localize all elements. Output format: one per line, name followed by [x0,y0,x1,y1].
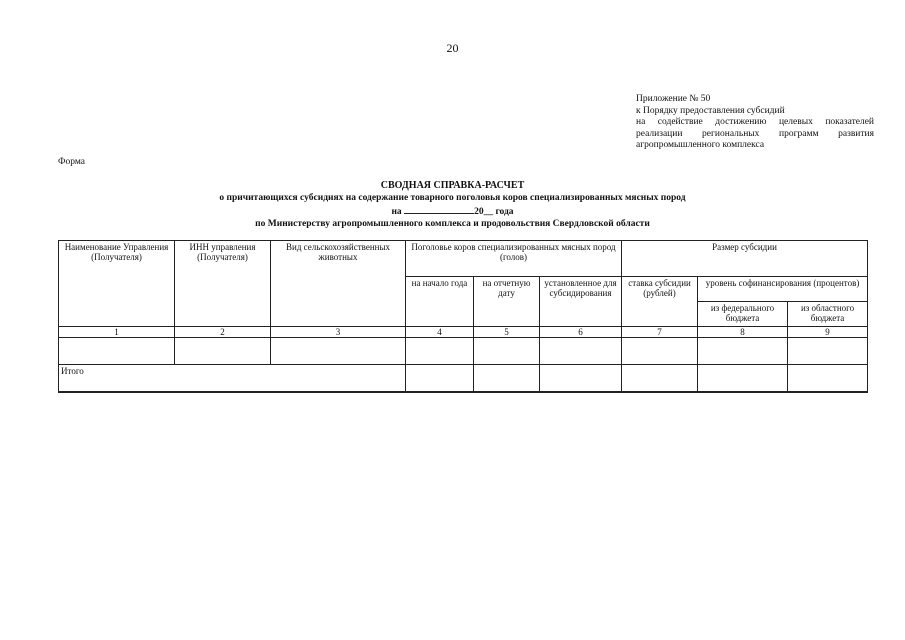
table-cell[interactable] [540,338,622,365]
header-recipient-name: Наименование Управления (Получателя) [59,241,175,327]
column-number: 8 [698,327,788,338]
column-number: 7 [622,327,698,338]
table-cell[interactable] [474,338,540,365]
total-label: Итого [59,365,406,393]
header-federal-budget: из федерального бюджета [698,302,788,327]
total-row [59,365,868,393]
column-number: 2 [175,327,271,338]
document-title [0,180,905,230]
page-number: 20 [446,41,459,55]
column-number: 9 [788,327,868,338]
appendix-line: реализации региональных программ развития [636,128,874,139]
appendix-line: к Порядку предоставления субсидий [636,105,785,116]
table-cell[interactable] [540,365,622,393]
table-cell[interactable] [698,338,788,365]
date-blank-field[interactable] [404,204,474,214]
header-reporting-date: на отчетную дату [474,277,540,327]
header-animal-type: Вид сельскохозяйственных животных [271,241,406,327]
table-cell[interactable] [788,365,868,393]
appendix-reference [636,94,874,152]
table-cell[interactable] [622,338,698,365]
table-cell[interactable] [474,365,540,393]
column-number: 6 [540,327,622,338]
table-cell[interactable] [406,338,474,365]
table-cell[interactable] [175,338,271,365]
title-heading: СВОДНАЯ СПРАВКА-РАСЧЕТ [380,180,525,191]
table-cell[interactable] [698,365,788,393]
title-date-line [0,204,905,218]
header-cofinancing-group: уровень софинансирования (процентов) [698,277,868,302]
column-number: 1 [59,327,175,338]
header-established: установленное для субсидирования [540,277,622,327]
appendix-line: Приложение № 50 [636,94,711,104]
column-number: 4 [406,327,474,338]
table-cell[interactable] [271,338,406,365]
header-livestock-group: Поголовье коров специализированных мясных пород (голов) [406,241,622,277]
title-subject: о причитающихся субсидиях на содержание товарного поголовья коров специализированных мясных пород [219,193,686,203]
table-row [59,338,868,365]
table-cell[interactable] [59,338,175,365]
appendix-line: агропромышленного комплекса [636,140,765,151]
header-regional-budget: из областного бюджета [788,302,868,327]
column-number: 3 [271,327,406,338]
title-date-year: 20__ года [474,207,514,217]
appendix-line: на содействие достижению целевых показателей [636,117,874,128]
column-number-row [59,327,868,338]
table-cell[interactable] [622,365,698,393]
header-subsidy-rate: ставка субсидии (рублей) [622,277,698,327]
calculation-table [58,240,868,393]
title-date-prefix: на [391,207,402,217]
header-start-of-year: на начало года [406,277,474,327]
table-cell[interactable] [788,338,868,365]
column-number: 5 [474,327,540,338]
header-subsidy-group: Размер субсидии [622,241,868,277]
header-inn: ИНН управления (Получателя) [175,241,271,327]
form-label: Форма [58,157,86,167]
table-cell[interactable] [406,365,474,393]
title-ministry: по Министерству агропромышленного комплекса и продовольствия Свердловской области [255,219,650,229]
